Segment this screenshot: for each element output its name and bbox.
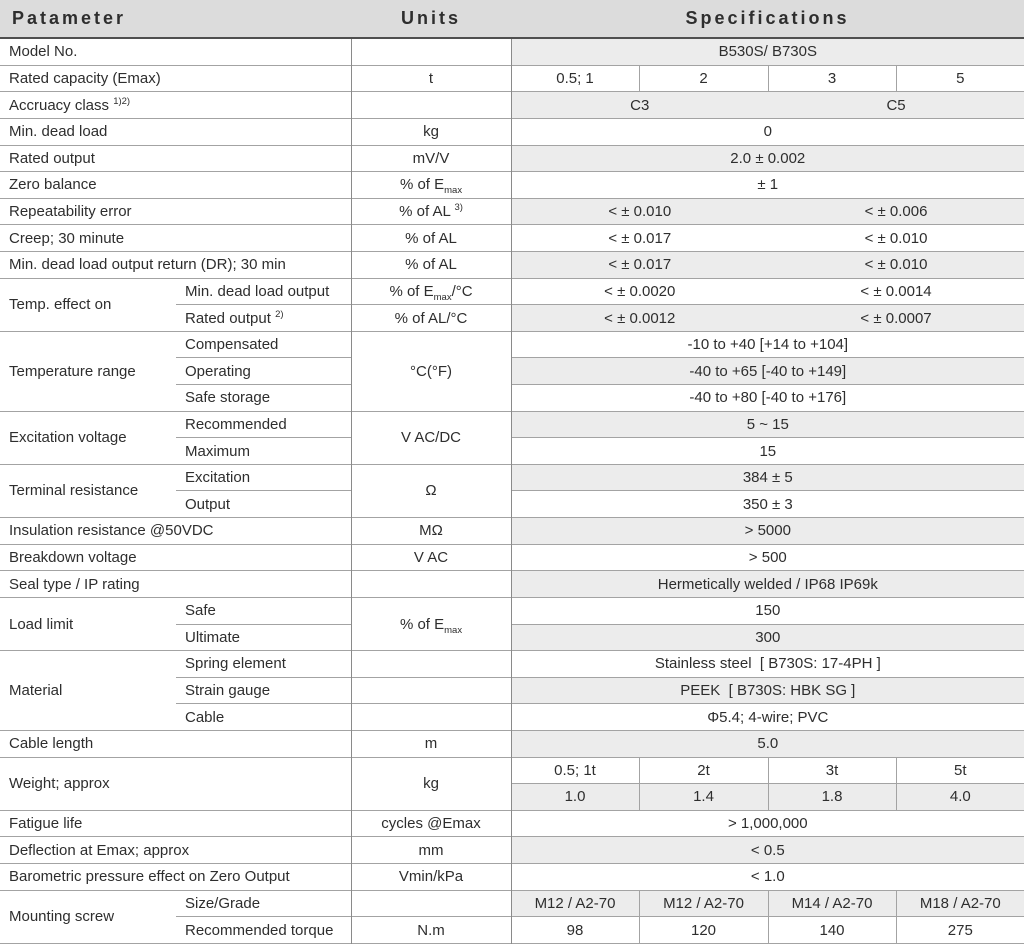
group-excitation-voltage: Excitation voltage [0,411,176,464]
row-fatigue-life [0,810,1024,837]
row-breakdown [0,544,1024,571]
row-barometric [0,864,1024,891]
param-fatigue-life: Fatigue life [0,810,351,837]
header-parameter: Patameter [0,0,351,38]
mounting-size-1: M12 / A2-70 [511,890,639,917]
value-insulation: > 5000 [511,518,1024,545]
param-insulation: Insulation resistance @50VDC [0,518,351,545]
value-deflection: < 0.5 [511,837,1024,864]
mounting-size-4: M18 / A2-70 [896,890,1024,917]
value-model-no: B530S/ B730S [511,38,1024,65]
units-min-dead-load: kg [351,118,511,145]
units-load-limit [351,597,511,650]
row-material-spring [0,651,1024,678]
param-repeatability: Repeatability error [0,198,351,225]
param-breakdown: Breakdown voltage [0,544,351,571]
units-model-no [351,38,511,65]
subparam-output: Output [176,491,351,518]
value-fatigue-life: > 1,000,000 [511,810,1024,837]
row-terminal-excitation [0,464,1024,491]
param-accuracy-class [0,92,351,119]
group-material: Material [0,651,176,731]
row-weight-labels [0,757,1024,784]
value-creep-c5: < ± 0.010 [768,225,1024,252]
weight-value-2: 1.4 [639,784,768,811]
group-temperature-range: Temperature range [0,331,176,411]
units-text: /°C [451,282,473,300]
value-seal-type: Hermetically welded / IP68 IP69k [511,571,1024,598]
units-subscript: max [444,624,463,636]
param-cable-length: Cable length [0,730,351,757]
units-insulation: MΩ [351,518,511,545]
value-terminal-output: 350 ± 3 [511,491,1024,518]
header-row [0,0,1024,38]
units-temp-effect-mdlo [351,278,511,305]
header-units: Units [351,0,511,38]
units-subscript: max [433,291,452,303]
footnote-marker: 2) [275,308,284,320]
subparam-excitation: Excitation [176,464,351,491]
group-temp-effect: Temp. effect on [0,278,176,331]
mounting-torque-1: 98 [511,917,639,944]
subparam-strain-gauge: Strain gauge [176,677,351,704]
row-temp-effect-mdlo [0,278,1024,305]
units-barometric: Vmin/kPa [351,864,511,891]
param-seal-type: Seal type / IP rating [0,571,351,598]
units-creep: % of AL [351,225,511,252]
param-dead-load-return: Min. dead load output return (DR); 30 min [0,251,351,278]
value-load-limit-safe: 150 [511,597,1024,624]
value-temp-mdlo-c5: < ± 0.0014 [768,278,1024,305]
group-terminal-resistance: Terminal resistance [0,464,176,517]
mounting-torque-3: 140 [768,917,896,944]
units-mounting-size [351,890,511,917]
row-model-no [0,38,1024,65]
row-load-limit-safe [0,597,1024,624]
param-weight: Weight; approx [0,757,351,810]
row-rated-output [0,145,1024,172]
row-creep [0,225,1024,252]
param-min-dead-load: Min. dead load [0,118,351,145]
units-text: % of E [399,176,445,194]
units-zero-balance [351,172,511,199]
units-repeatability [351,198,511,225]
param-accuracy-text: Accruacy class [9,96,110,114]
weight-value-1: 1.0 [511,784,639,811]
subparam-spring-element: Spring element [176,651,351,678]
value-safe-storage: -40 to +80 [-40 to +176] [511,385,1024,412]
value-compensated: -10 to +40 [+14 to +104] [511,331,1024,358]
row-deflection [0,837,1024,864]
units-breakdown: V AC [351,544,511,571]
units-material-gauge [351,677,511,704]
subparam-cable: Cable [176,704,351,731]
mounting-torque-2: 120 [639,917,768,944]
subparam-maximum: Maximum [176,438,351,465]
subparam-temp-effect-ro [176,305,351,332]
value-rated-output: 2.0 ± 0.002 [511,145,1024,172]
param-creep: Creep; 30 minute [0,225,351,252]
value-capacity-4: 5 [896,65,1024,92]
value-repeatability-c3: < ± 0.010 [511,198,768,225]
param-model-no: Model No. [0,38,351,65]
row-rated-capacity [0,65,1024,92]
units-accuracy-class [351,92,511,119]
value-operating: -40 to +65 [-40 to +149] [511,358,1024,385]
units-excitation-voltage: V AC/DC [351,411,511,464]
value-breakdown: > 500 [511,544,1024,571]
units-temp-effect-ro: % of AL/°C [351,305,511,332]
value-spring-element: Stainless steel [ B730S: 17-4PH ] [511,651,1024,678]
units-terminal-resistance: Ω [351,464,511,517]
value-cable-length: 5.0 [511,730,1024,757]
mounting-size-3: M14 / A2-70 [768,890,896,917]
value-repeatability-c5: < ± 0.006 [768,198,1024,225]
param-zero-balance: Zero balance [0,172,351,199]
row-excitation-recommended [0,411,1024,438]
accuracy-footnote-marker: 1)2) [113,95,131,107]
header-specifications: Specifications [511,0,1024,38]
units-fatigue-life: cycles @Emax [351,810,511,837]
units-mounting-torque: N.m [351,917,511,944]
row-min-dead-load [0,118,1024,145]
units-cable-length: m [351,730,511,757]
value-cable: Φ5.4; 4-wire; PVC [511,704,1024,731]
units-deflection: mm [351,837,511,864]
subparam-temp-effect-mdlo: Min. dead load output [176,278,351,305]
group-mounting-screw: Mounting screw [0,890,176,943]
subparam-operating: Operating [176,358,351,385]
subparam-size-grade: Size/Grade [176,890,351,917]
row-temp-range-compensated [0,331,1024,358]
row-repeatability [0,198,1024,225]
units-weight: kg [351,757,511,810]
group-load-limit: Load limit [0,597,176,650]
row-seal-type [0,571,1024,598]
units-text: % of E [399,615,445,633]
mounting-torque-4: 275 [896,917,1024,944]
subparam-recommended: Recommended [176,411,351,438]
value-accuracy-c5: C5 [768,92,1024,119]
param-rated-capacity: Rated capacity (Emax) [0,65,351,92]
subparam-text: Rated output [185,309,276,327]
param-rated-output: Rated output [0,145,351,172]
units-rated-output: mV/V [351,145,511,172]
row-accuracy-class [0,92,1024,119]
units-material-cable [351,704,511,731]
value-dr-c3: < ± 0.017 [511,251,768,278]
weight-value-3: 1.8 [768,784,896,811]
units-material-spring [351,651,511,678]
value-terminal-excitation: 384 ± 5 [511,464,1024,491]
weight-value-4: 4.0 [896,784,1024,811]
value-maximum: 15 [511,438,1024,465]
row-mounting-size [0,890,1024,917]
value-capacity-2: 2 [639,65,768,92]
value-capacity-3: 3 [768,65,896,92]
subparam-ultimate: Ultimate [176,624,351,651]
subparam-safe-storage: Safe storage [176,385,351,412]
weight-label-2: 2t [639,757,768,784]
row-zero-balance [0,172,1024,199]
value-barometric: < 1.0 [511,864,1024,891]
units-footnote-marker: 3) [454,202,463,214]
value-zero-balance: ± 1 [511,172,1024,199]
weight-label-1: 0.5; 1t [511,757,639,784]
row-cable-length [0,730,1024,757]
subparam-compensated: Compensated [176,331,351,358]
units-dead-load-return: % of AL [351,251,511,278]
value-temp-mdlo-c3: < ± 0.0020 [511,278,768,305]
param-barometric: Barometric pressure effect on Zero Output [0,864,351,891]
mounting-size-2: M12 / A2-70 [639,890,768,917]
value-strain-gauge: PEEK [ B730S: HBK SG ] [511,677,1024,704]
value-dr-c5: < ± 0.010 [768,251,1024,278]
units-seal-type [351,571,511,598]
subparam-safe: Safe [176,597,351,624]
value-temp-ro-c3: < ± 0.0012 [511,305,768,332]
param-deflection: Deflection at Emax; approx [0,837,351,864]
value-min-dead-load: 0 [511,118,1024,145]
weight-label-3: 3t [768,757,896,784]
units-temperature-range: °C(°F) [351,331,511,411]
units-text: % of AL [399,203,455,221]
value-creep-c3: < ± 0.017 [511,225,768,252]
subparam-recommended-torque: Recommended torque [176,917,351,944]
value-accuracy-c3: C3 [511,92,768,119]
value-load-limit-ultimate: 300 [511,624,1024,651]
value-capacity-1: 0.5; 1 [511,65,639,92]
units-rated-capacity: t [351,65,511,92]
weight-label-4: 5t [896,757,1024,784]
row-insulation [0,518,1024,545]
value-recommended: 5 ~ 15 [511,411,1024,438]
units-subscript: max [444,185,463,197]
row-dead-load-return [0,251,1024,278]
value-temp-ro-c5: < ± 0.0007 [768,305,1024,332]
units-text: % of E [389,282,434,300]
